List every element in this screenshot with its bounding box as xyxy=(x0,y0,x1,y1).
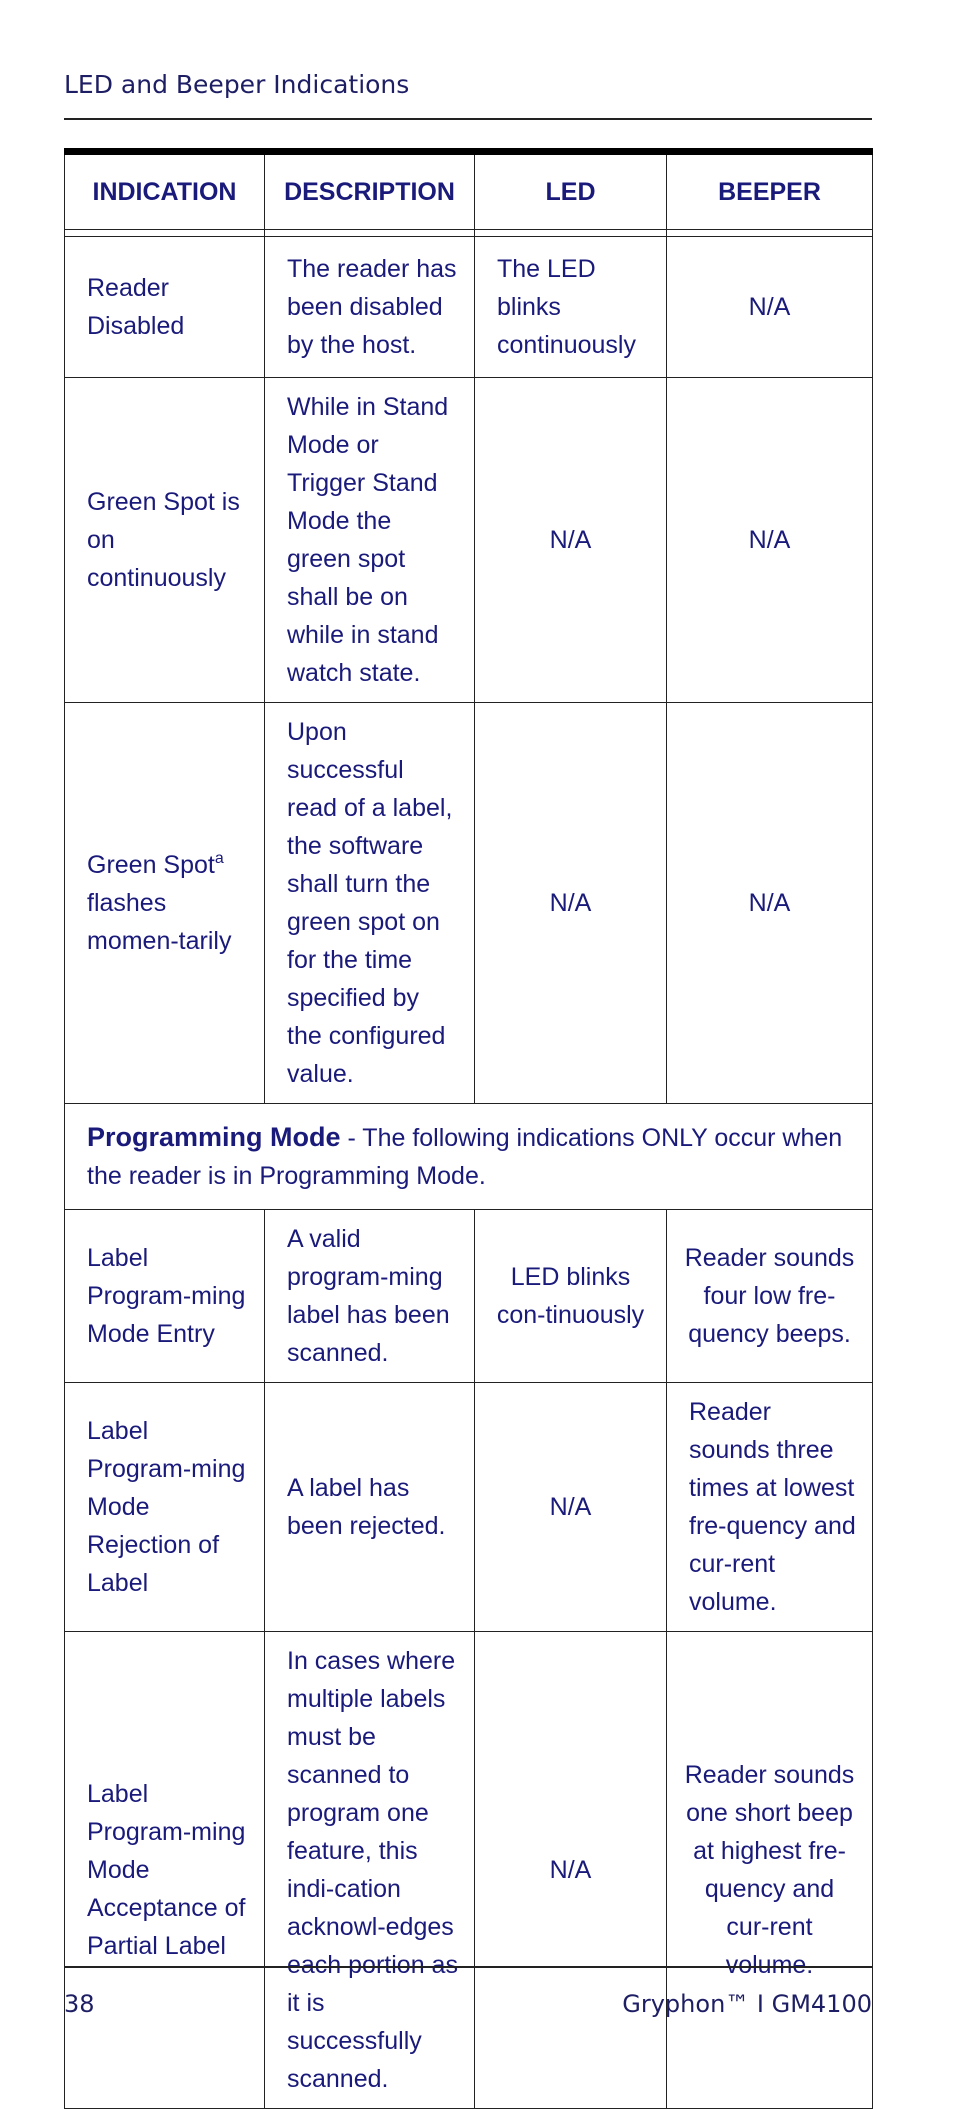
table-header-row xyxy=(65,152,873,230)
cell-led: The LED blinks continuously xyxy=(475,237,667,378)
footer-rule xyxy=(64,1966,872,1968)
cell-description: In cases where multiple labels must be scanned to program one feature, this indi-cation acknowl-edges each portion as it is successfully scanned. xyxy=(265,1632,475,2109)
programming-mode-note xyxy=(65,1104,873,1210)
header-double-rule xyxy=(65,230,873,237)
cell-beeper: N/A xyxy=(667,237,873,378)
programming-mode-row xyxy=(65,1104,873,1210)
cell-led: N/A xyxy=(475,1383,667,1632)
cell-description: While in Stand Mode or Trigger Stand Mode the green spot shall be on while in stand watch state. xyxy=(265,378,475,703)
table-row xyxy=(65,1383,873,1632)
cell-beeper: Reader sounds four low fre-quency beeps. xyxy=(667,1210,873,1383)
cell-indication: Label Program-ming Mode Entry xyxy=(65,1210,265,1383)
cell-led: N/A xyxy=(475,1632,667,2109)
section-header: LED and Beeper Indications xyxy=(64,70,410,99)
page-number: 38 xyxy=(64,1990,95,2018)
column-header-beeper: BEEPER xyxy=(667,152,873,230)
table-row xyxy=(65,1210,873,1383)
cell-indication: Green Spot is on continuously xyxy=(65,378,265,703)
column-header-led: LED xyxy=(475,152,667,230)
cell-beeper: N/A xyxy=(667,378,873,703)
cell-beeper: Reader sounds one short beep at highest fre-quency and cur-rent volume. xyxy=(667,1632,873,2109)
cell-led: LED blinks con-tinuously xyxy=(475,1210,667,1383)
cell-indication xyxy=(65,703,265,1104)
product-name: Gryphon™ I GM4100 xyxy=(622,1990,872,2018)
footnote-marker: a xyxy=(214,850,224,867)
programming-mode-text: - The following indications ONLY occur when the reader is in Programming Mode. xyxy=(87,1124,843,1190)
table-row xyxy=(65,1632,873,2109)
table-row xyxy=(65,703,873,1104)
cell-led: N/A xyxy=(475,703,667,1104)
column-header-description: DESCRIPTION xyxy=(265,152,475,230)
cell-indication: Label Program-ming Mode Acceptance of Partial Label xyxy=(65,1632,265,2109)
cell-beeper: N/A xyxy=(667,703,873,1104)
indications-table xyxy=(64,148,873,2109)
cell-description: Upon successful read of a label, the software shall turn the green spot on for the time specified by the configured value. xyxy=(265,703,475,1104)
indication-text-rest: flashes momen-tarily xyxy=(87,889,232,955)
cell-beeper: Reader sounds three times at lowest fre-quency and cur-rent volume. xyxy=(667,1383,873,1632)
cell-led: N/A xyxy=(475,378,667,703)
cell-description: A valid program-ming label has been scanned. xyxy=(265,1210,475,1383)
header-rule xyxy=(64,118,872,120)
programming-mode-title: Programming Mode xyxy=(87,1122,341,1152)
table-row xyxy=(65,378,873,703)
column-header-indication: INDICATION xyxy=(65,152,265,230)
cell-indication: Label Program-ming Mode Rejection of Label xyxy=(65,1383,265,1632)
indications-table-wrapper xyxy=(64,148,872,2109)
indication-text: Green Spot xyxy=(87,851,215,879)
cell-description: The reader has been disabled by the host. xyxy=(265,237,475,378)
table-row xyxy=(65,237,873,378)
cell-indication: Reader Disabled xyxy=(65,237,265,378)
cell-description: A label has been rejected. xyxy=(265,1383,475,1632)
